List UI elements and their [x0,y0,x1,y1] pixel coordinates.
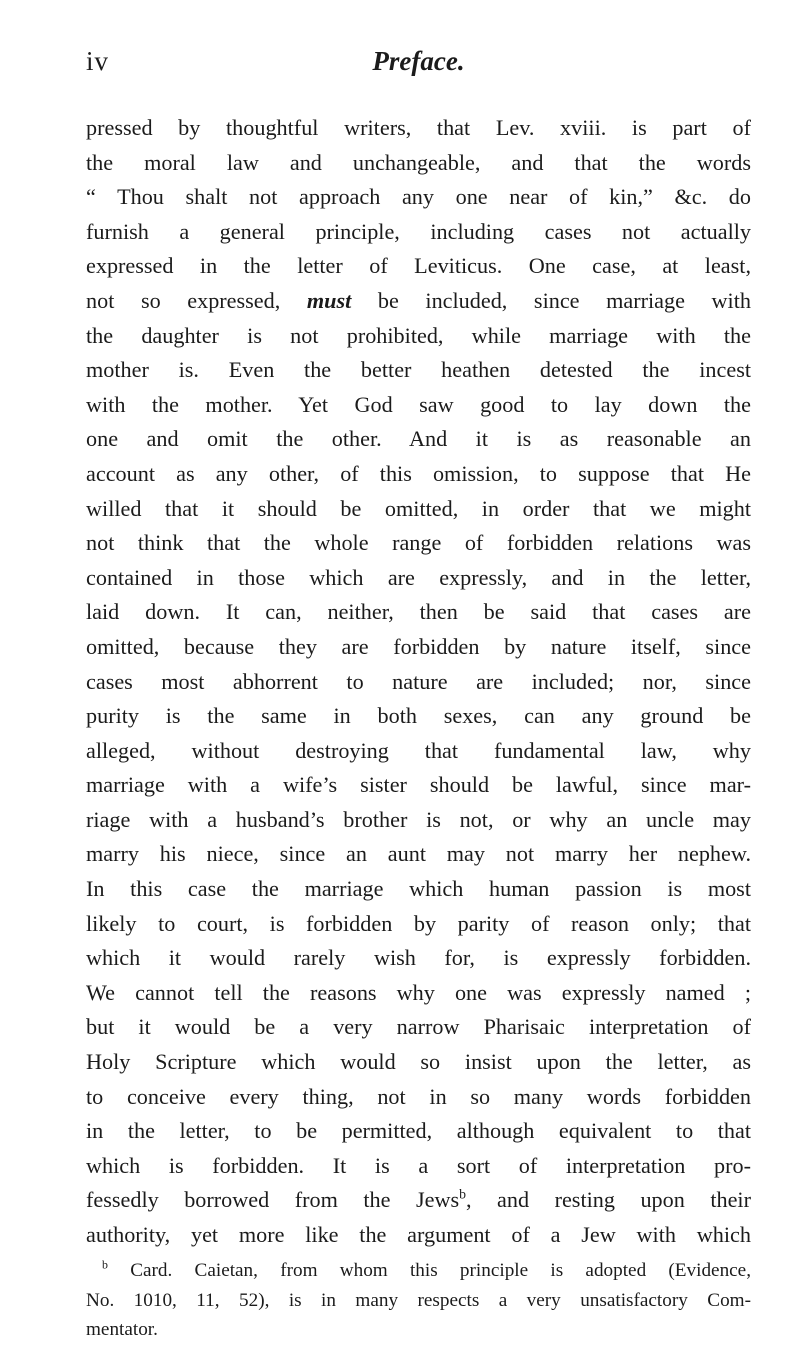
running-head [86,46,751,86]
text-line: marriage with a wife’s sister should be lawful, since mar- [86,772,751,798]
footnote-line: No. 1010, 11, 52), is in many respects a very unsatisfactory Com- [86,1289,751,1311]
text-line: likely to court, is forbidden by parity of reason only; that [86,910,751,936]
text-line: willed that it should be omitted, in order that we might [86,495,751,521]
text-segment: , and resting upon their [465,1187,751,1213]
text-line: in the letter, to be permitted, although equivalent to that [86,1118,751,1144]
footnote-line: mentator. [86,1319,158,1340]
running-title: Preface. [372,46,465,76]
text-line: which it would rarely wish for, is expressly forbidden. [86,945,751,971]
footnote [86,1256,751,1345]
text-segment: not so expressed, [86,287,307,313]
text-line: riage with a husband’s brother is not, or why an uncle may [86,806,751,832]
body-text [86,111,751,1253]
text-line: the moral law and unchangeable, and that the words [86,149,751,175]
page-number: iv [86,46,110,76]
text-line-with-italic [86,284,751,319]
text-line: omitted, because they are forbidden by nature itself, since [86,633,751,659]
book-page [86,0,751,1363]
text-line: mother is. Even the better heathen detested the incest [86,357,751,383]
text-line: one and omit the other. And it is as reasonable an [86,426,751,452]
text-line: contained in those which are expressly, and in the letter, [86,564,751,590]
text-line: which is forbidden. It is a sort of interpretation pro- [86,1152,751,1178]
text-line: account as any other, of this omission, to suppose that He [86,460,751,486]
text-line: In this case the marriage which human passion is most [86,876,751,902]
text-line: furnish a general principle, including cases not actually [86,218,751,244]
text-line: We cannot tell the reasons why one was expressly named ; [86,979,751,1005]
footnote-text: Card. Caietan, from whom this principle is adopted (Evidence, [130,1260,751,1281]
text-line: to conceive every thing, not in so many words forbidden [86,1083,751,1109]
text-segment: fessedly borrowed from the Jews [86,1187,460,1213]
text-line: the daughter is not prohibited, while marriage with the [86,322,751,348]
text-segment: be included, since marriage with [351,287,751,313]
text-line: marry his niece, since an aunt may not marry her nephew. [86,841,751,867]
text-line-with-footnote-ref [86,1183,751,1218]
footnote-line [86,1256,751,1286]
text-line: pressed by thoughtful writers, that Lev. xviii. is part of [86,115,751,140]
text-line: purity is the same in both sexes, can any ground be [86,703,751,729]
text-line: with the mother. Yet God saw good to lay down the [86,391,751,417]
footnote-reference[interactable]: b [459,1187,466,1203]
text-line: but it would be a very narrow Pharisaic interpretation of [86,1014,751,1040]
text-line: cases most abhorrent to nature are included; nor, since [86,668,751,694]
emphasized-word: must [306,287,352,313]
text-line: “ Thou shalt not approach any one near of kin,” &c. do [86,184,751,210]
text-line: Holy Scripture which would so insist upon the letter, as [86,1049,751,1075]
text-line: authority, yet more like the argument of a Jew with which [86,1222,751,1247]
text-line: laid down. It can, neither, then be said that cases are [86,599,751,625]
text-line: not think that the whole range of forbidden relations was [86,530,751,556]
footnote-marker: b [102,1257,108,1272]
text-line: expressed in the letter of Leviticus. One case, at least, [86,253,751,279]
text-line: alleged, without destroying that fundamental law, why [86,737,751,763]
